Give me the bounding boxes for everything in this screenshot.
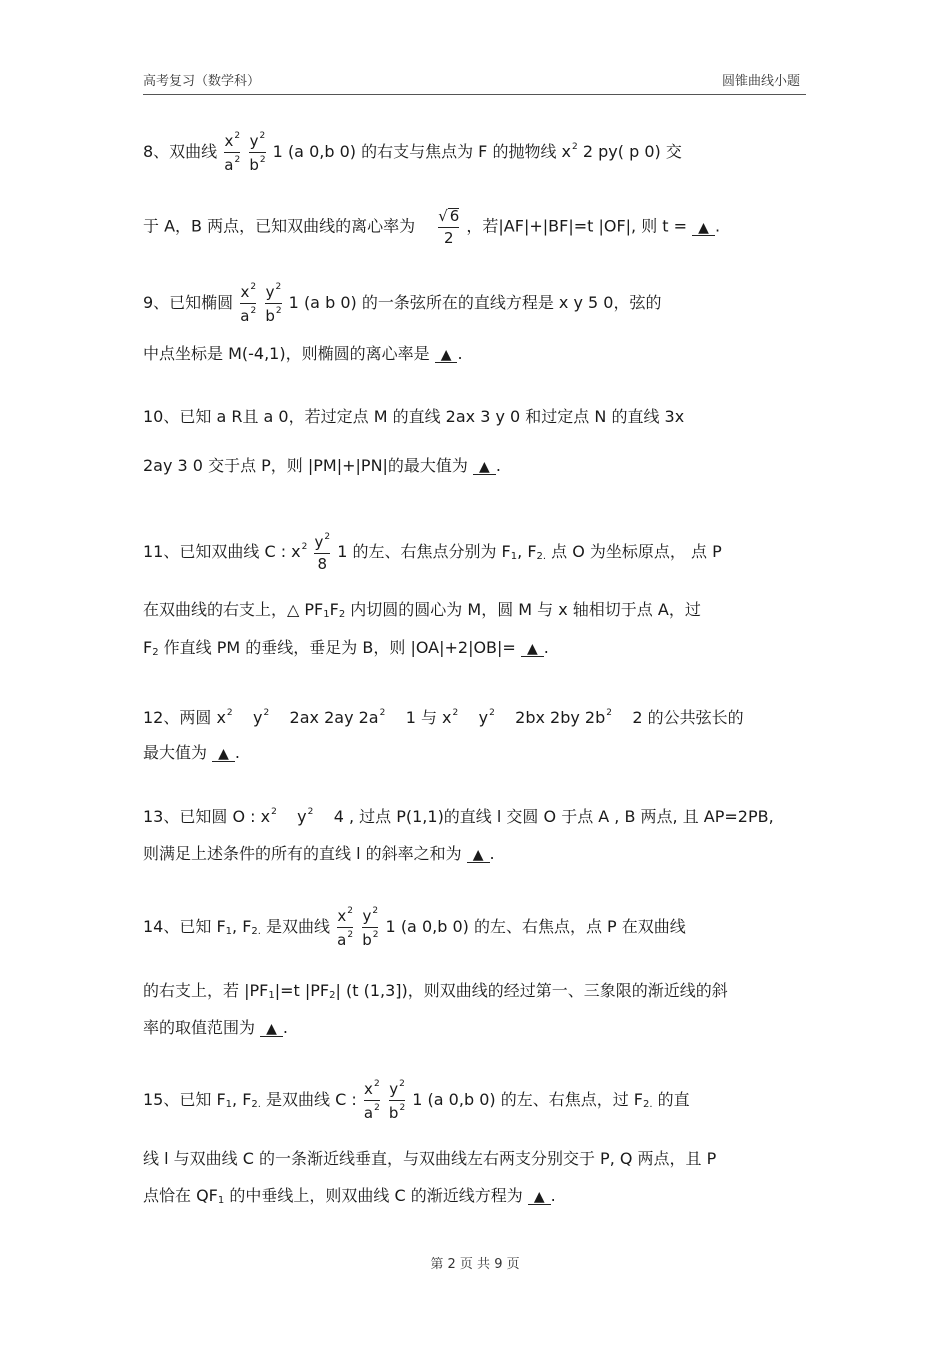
answer-blank: ▲ — [260, 1020, 283, 1037]
header-right: 圆锥曲线小题 — [721, 74, 800, 89]
answer-blank: ▲ — [521, 640, 544, 657]
fraction: $\frac{y^2}{b^2}$ — [265, 282, 282, 325]
q14-line1: 14、已知 $F_1$, $F_{2.}$ 是双曲线 $\frac{x^2}{a^2}$ $\frac{y^2}{b^2}$ 1 (a 0,b 0) 的左、右焦点，点 P 在双曲线 — [143, 906, 686, 949]
fraction: $\frac{y^2}{b^2}$ — [388, 1079, 406, 1122]
answer-blank: ▲ — [692, 219, 715, 236]
q12-line2: 最大值为 ▲ . — [143, 743, 240, 762]
q15-line1: 15、已知 $F_1$, $F_{2.}$ 是双曲线 C : $\frac{x^2}{a^2}$ $\frac{y^2}{b^2}$ 1 (a 0,b 0) 的左、右焦点，过 $F_{2.}$ 的直 — [143, 1079, 690, 1122]
q8-line2: 于 A，B 两点，已知双曲线的离心率为 $\frac{√ 6}{2}$ ，若|AF|+|BF|=t |OF|, 则 t = ▲ . — [143, 207, 721, 247]
q10-line1: 10、已知 a R且 a 0，若过定点 M 的直线 2ax 3 y 0 和过定点 N 的直线 3x — [143, 407, 685, 426]
q10-line2: 2ay 3 0 交于点 P，则 |PM|+|PN|的最大值为 ▲ . — [143, 456, 501, 475]
fraction-sqrt6-over-2: $\frac{√ 6}{2}$ — [438, 207, 460, 247]
fraction: $\frac{y^2}{b^2}$ — [362, 906, 379, 949]
q13-line2: 则满足上述条件的所有的直线 l 的斜率之和为 ▲ . — [143, 844, 495, 863]
q14-line2: 的右支上，若 $|PF_1|=t$ $|PF_2|$ (t (1,3])，则双曲线的经过第一、三象限的渐近线的斜 — [143, 981, 728, 1001]
fraction: $\frac{x^2}{a^2}$ — [363, 1079, 380, 1122]
q15-line3: 点恰在 $QF_1$ 的中垂线上，则双曲线 C 的渐近线方程为 ▲ . — [143, 1186, 556, 1206]
fraction: $\frac{y^2}{8}$ — [314, 532, 331, 573]
q13-line1: 13、已知圆 O : $x^2$ $y^2$ 4 , 过点 P(1,1)的直线 l 交圆 O 于点 A , B 两点, 且 AP=2PB, — [143, 807, 774, 826]
q11-line3: $F_2$ 作直线 PM 的垂线，垂足为 B，则 |OA|+2|OB|= ▲ . — [143, 638, 549, 658]
fraction: $\frac{x^2}{a^2}$ — [224, 131, 241, 174]
header-rule — [143, 94, 806, 95]
q12-line1: 12、两圆 $x^2$ $y^2$ 2ax 2ay $2a^2$ 1 与 $x^2$ $y^2$ 2bx 2by $2b^2$ 2 的公共弦长的 — [143, 708, 744, 727]
q14-line3: 率的取值范围为 ▲ . — [143, 1018, 288, 1037]
fraction: $\frac{x^2}{a^2}$ — [337, 906, 354, 949]
q11-line2: 在双曲线的右支上，△ $PF_1F_2$ 内切圆的圆心为 M，圆 M 与 x 轴相切于点 A，过 — [143, 600, 701, 620]
page-footer: 第 2 页 共 9 页 — [430, 1257, 520, 1272]
q9-line2: 中点坐标是 M(-4,1)，则椭圆的离心率是 ▲ . — [143, 344, 463, 363]
answer-blank: ▲ — [435, 346, 458, 363]
q9-line1: 9、已知椭圆 $\frac{x^2}{a^2}$ $\frac{y^2}{b^2}$ 1 (a b 0) 的一条弦所在的直线方程是 x y 5 0，弦的 — [143, 282, 662, 325]
answer-blank: ▲ — [473, 458, 496, 475]
answer-blank: ▲ — [528, 1188, 551, 1205]
q8-line1: 8、双曲线 $\frac{x^2}{a^2}$ $\frac{y^2}{b^2}$ 1 (a 0,b 0) 的右支与焦点为 F 的抛物线 $x^2$ 2 py( p 0) 交 — [143, 131, 682, 174]
answer-blank: ▲ — [467, 846, 490, 863]
answer-blank: ▲ — [212, 745, 235, 762]
fraction: $\frac{y^2}{b^2}$ — [249, 131, 266, 174]
header-left: 高考复习（数学科） — [143, 74, 261, 89]
q15-line2: 线 l 与双曲线 C 的一条渐近线垂直，与双曲线左右两支分别交于 P, Q 两点，且 P — [143, 1149, 717, 1168]
q11-line1: 11、已知双曲线 C : $x^2$ $\frac{y^2}{8}$ 1 的左、右焦点分别为 $F_1$, $F_{2.}$ 点 O 为坐标原点， 点 P — [143, 532, 722, 573]
fraction: $\frac{x^2}{a^2}$ — [240, 282, 257, 325]
